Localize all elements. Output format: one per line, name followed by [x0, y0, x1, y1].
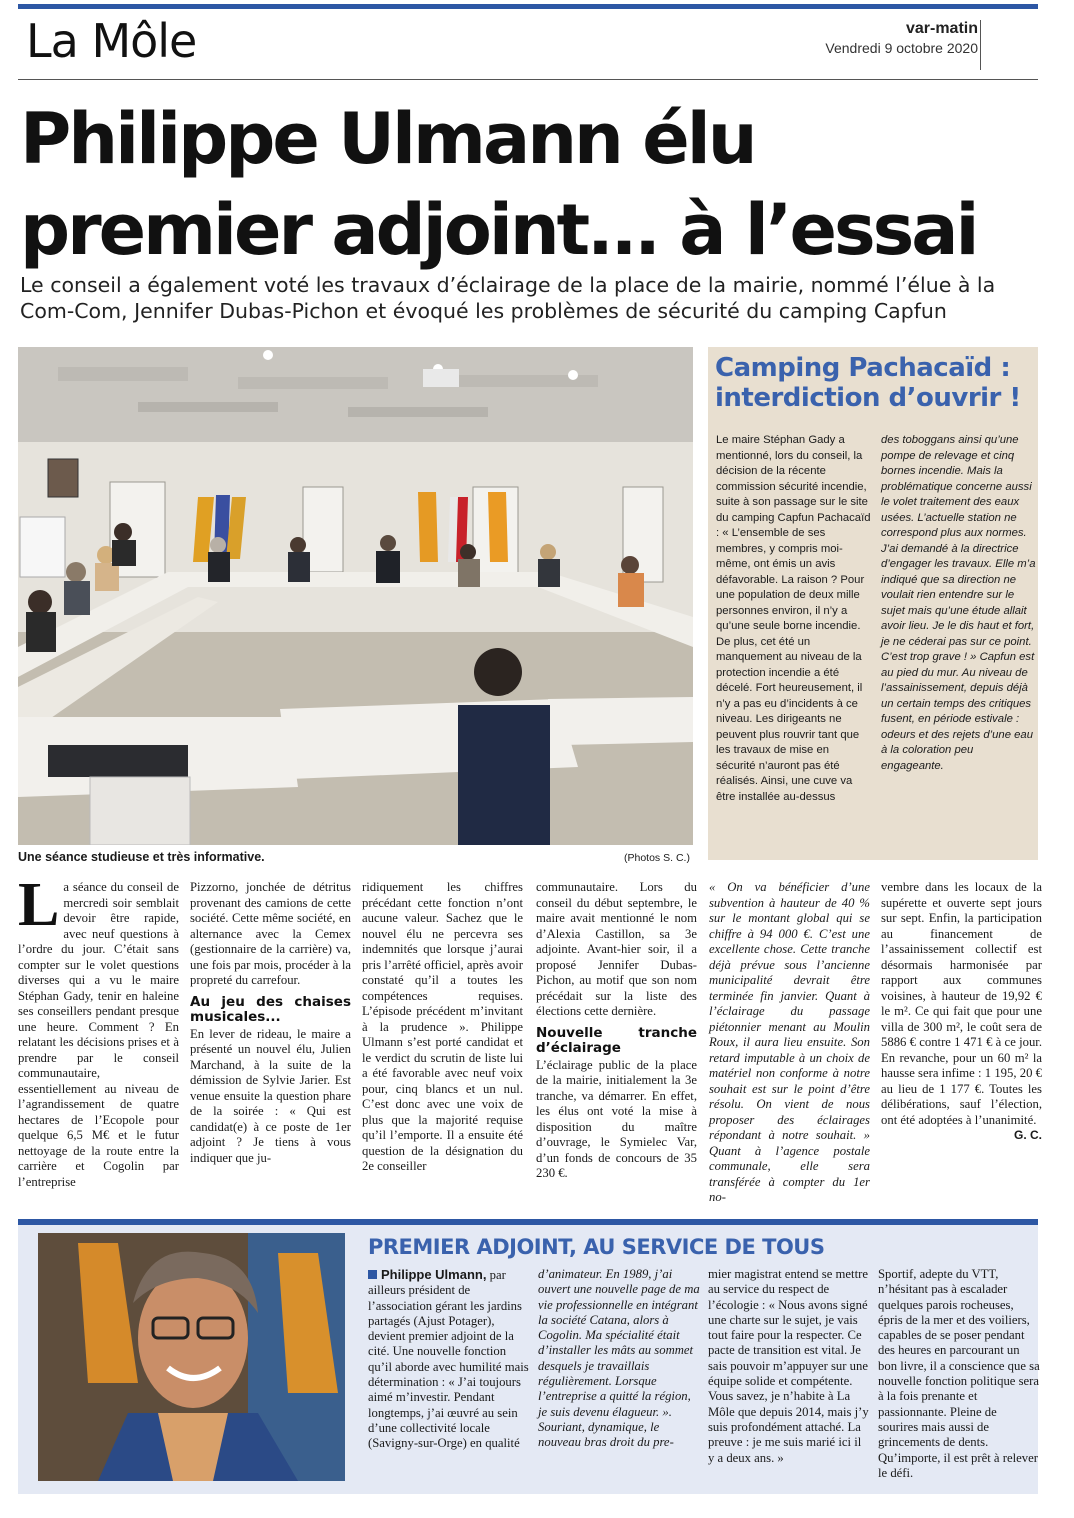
photo-caption: Une séance studieuse et très informative. [18, 850, 265, 864]
top-accent-bar [18, 4, 1038, 9]
article-column-1 [18, 871, 179, 1190]
masthead-divider [980, 20, 981, 70]
article-subhead: Le conseil a également voté les travaux d’éclairage de la place de la mairie, nommé l’élue à la Com-Com, Jennifer Dubas-Pichon et évoqué les problèmes de sécurité du camping Capfun [20, 273, 996, 323]
sidebar-column-2: des toboggans ainsi qu’une pompe de relevage et cinq bornes incendie. Mais la problématique concerne aussi le volet traitement des eaux usées. L’actuelle station ne correspond plus aux normes. J’ai demandé à la directrice d’engager les travaux. Elle m’a indiqué que sa direction ne voulait rien entendre sur le sujet mais qu’une étude allait avoir lieu. Je le dis haut et fort, je ne céderai pas sur ce point. C’est trop grave ! » Capfun est au pied du mur. Au niveau de l’assainissement, depuis déjà un certain temps des critiques fusent, en période estivale : odeurs et des rejets d’une eau à la coloration peu engageante. [881, 434, 1036, 772]
masthead [825, 20, 978, 56]
column-1-text: a séance du conseil de mercredi soir semblait devoir être rapide, avec neuf questions à l’ordre du jour. C’était sans compter sur le volet questions diverses qui a vu le maire Stéphan Gady, tenir en haleine ses conseillers pendant presque une heure. Comment ? En relatant les décisions prises et à prendre par le conseil communautaire, essentiellement au niveau de l’agrandissement de quatre hectares de l’Ecopole pour quelque 6,5 M€ et le futur nettoyage de la route entre la carrière et Cogolin par l’entreprise [18, 880, 179, 1189]
sidebar-column-1: Le maire Stéphan Gady a mentionné, lors du conseil, la décision de la récente commission sécurité incendie, suite à son passage sur le site du camping Capfun Pachacaïd : « L’ensemble de ses membres, y compris moi-même, ont émis un avis défavorable. La raison ? Pour une population de deux mille personnes environ, il n’y a qu’une seule borne incendie. De plus, cet été un manquement au niveau de la protection incendie a été décelé. Fort heureusement, il n’y a pas eu d’incidents à ce niveau. Les dirigeants ne peuvent plus rouvrir tant que les travaux de mise en sécurité n’auront pas été réalisés. Ainsi, une cuve va être installée au-dessus [716, 434, 871, 803]
column-2-text-b: En lever de rideau, le maire a présenté un nouvel élu, Julien Marchand, à la suite de la démission de Sylvie Jarier. Est venue ensuite la question phare de la soirée : « Qui est candidat(e) à ce poste de 1er adjoint ? Je tiens à vous indiquer que ju- [190, 1026, 351, 1165]
profile-column-1-text: par ailleurs président de l’association gérant les jardins partagés (Ajust Potager), devient premier adjoint de la cité. Une nouvelle fonction qu’il aborde avec humilité mais détermination : « J’ai toujours aimé m’investir. Pendant longtemps, j’ai œuvré au sein d’une collectivité locale (Savigny-sur-Orge) en qualité [368, 1268, 529, 1451]
profile-column-1 [368, 1267, 530, 1452]
article-column-6 [881, 880, 1042, 1144]
article-column-5: « On va bénéficier d’une subvention à hauteur de 40 % sur le montant global qui se chiffre à 94 000 €. C’est une excellente chose. Cette tranche déjà prévue sous l’ancienne municipalité devrait être terminée fin janvier. Quant à l’éclairage du passage piétonnier menant au Moulin Roux, il aura lieu ensuite. Son retard imputable à un choix de matériel non conforme à notre souhait est sur le point d’être résolu. On vient de nous proposer des éclairages répondant à notre souhait. » Quant à l’agence postale communale, elle sera transférée à compter du 1er no- [709, 880, 870, 1204]
column-6-text: vembre dans les locaux de la supérette et ouverte sept jours sur sept. Enfin, la participation au financement de l’assainissement collectif est désormais harmonisée par rapport aux communes voisines, à hauteur de 19,92 € le m². Ce qui fait que pour une villa de 300 m², le coût sera de 5886 € contre 1 471 € à ce jour. En revanche, pour un 60 m² la hausse sera infime : 1 195, 20 € au lieu de 1 177 €. Toutes les délibérations, sauf l’élection, ont été adoptées à l’unanimité. [881, 880, 1042, 1127]
subheading-eclairage: Nouvelle tranche d’éclairage [536, 1024, 697, 1056]
subheading-chaises-musicales: Au jeu des chaises musicales... [190, 993, 351, 1025]
camping-sidebar [708, 347, 1038, 860]
header-rule [18, 79, 1038, 80]
article-column-2 [190, 880, 351, 1166]
column-4-text-a: communautaire. Lors du conseil du début septembre, le maire avait mentionné le nom d’Alexia Castillon, sa 3e adjointe. Avant-hier soir, il a proposé Jennifer Dubas-Pichon, au motif que son nom précédait sur la liste des élections cette dernière. [536, 880, 697, 1018]
article-headline [20, 94, 1050, 276]
drop-cap: L [18, 871, 60, 939]
publication-date: Vendredi 9 octobre 2020 [825, 40, 978, 56]
profile-column-4: Sportif, adepte du VTT, n’hésitant pas à escalader quelques parois rocheuses, épris de la mer et des voiliers, capables de se poser pendant des heures en parcourant un bon livre, il a conscience que sa nouvelle fonction politique sera à la fois prenante et passionnante. Pleine de sourires mais aussi de grincements de dents. Qu’importe, il est prêt à relever le défi. [878, 1267, 1040, 1480]
meeting-room-illustration [18, 347, 693, 845]
profile-column-2: d’animateur. En 1989, j’ai ouvert une nouvelle page de ma vie professionnelle en intégrant la société Catana, alors à Cogolin. Ma spécialité était d’installer les mâts au sommet desquels je travaillais régulièrement. Lorsque l’entreprise a quitté la région, je suis devenu élagueur. ». Souriant, dynamique, le nouveau bras droit du pre- [538, 1267, 700, 1450]
author-signature: G. C. [1013, 1128, 1042, 1142]
column-2-text-a: Pizzorno, jonchée de détritus provenant des camions de cette société. Cette même société, en alternance avec la Cemex (gestionnaire de la carrière) va, une fois par mois, procéder à la propreté du carrefour. [190, 880, 351, 987]
headline-line-1: Philippe Ulmann élu [20, 98, 755, 180]
sidebar-title-line-2: interdiction d’ouvrir ! [715, 383, 1021, 413]
section-title: La Môle [26, 14, 197, 68]
article-column-4 [536, 880, 697, 1182]
profile-title: PREMIER ADJOINT, AU SERVICE DE TOUS [368, 1235, 825, 1259]
newspaper-name: var-matin [905, 20, 978, 37]
profile-lead-name: Philippe Ulmann, [381, 1267, 487, 1282]
column-4-text-b: L’éclairage public de la place de la mairie, initialement la 3e tranche, va démarrer. En effet, les élus ont voté la mise à disposition du maître d’ouvrage, le Symielec Var, d’un fonds de concours de 35 230 €. [536, 1057, 697, 1180]
sidebar-title [715, 353, 1021, 413]
bullet-square-icon [368, 1270, 377, 1279]
philippe-ulmann-portrait [38, 1233, 345, 1481]
photo-credit: (Photos S. C.) [624, 852, 690, 864]
article-column-3: ridiquement les chiffres précédant cette fonction n’ont aucune valeur. Sachez que le nouvel élu ne percevra ses indemnités que lorsque j’aurai pris l’arrêté officiel, après avoir constaté qu’il a toutes les compétences requises. L’épisode précédent m’invitant à la prudence ». Philippe Ulmann s’est porté candidat et le verdict du scrutin de liste lui a été favorable avec neuf voix pour, cinq blancs et un nul. C’est donc avec une voix de plus que la majorité requise qu’il l’emporte. Il a ensuite été question de la désignation du 2e conseiller [362, 880, 523, 1173]
portrait-illustration [38, 1233, 345, 1481]
sidebar-title-line-1: Camping Pachacaïd : [715, 353, 1011, 383]
profile-column-3: mier magistrat entend se mettre au service du respect de l’écologie : « Nous avons signé une charte sur le sujet, je vais tout faire pour la respecter. Ce pacte de transition est vital. Je sais pouvoir m’appuyer sur une équipe solide et compétente. Vous savez, je n’habite à La Môle que depuis 2014, mais j’y suis profondément attaché. La preuve : je me suis marié ici il y a deux ans. » [708, 1267, 869, 1465]
headline-line-2: premier adjoint... à l’essai [20, 189, 977, 271]
council-meeting-photo [18, 347, 693, 845]
